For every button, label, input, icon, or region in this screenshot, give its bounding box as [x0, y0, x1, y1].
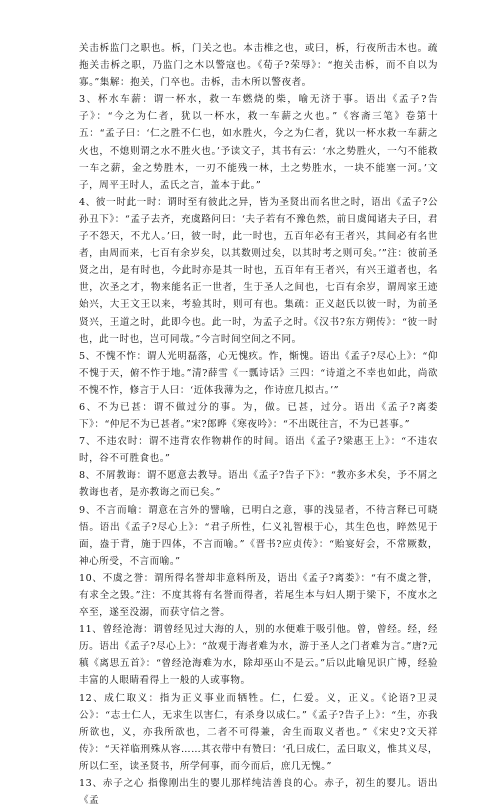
paragraph-beishuichexin: 3、杯水车薪：谓一杯水，救一车燃烧的柴，喻无济于事。语出《孟子?告子》：“今之为仁者，犹以一杯水，救一车薪之火也。”《容斋三笔》卷第十五：“孟子曰：‘仁之胜不仁也，如水胜火，今之为仁者，犹以一杯水救一车薪之火也，不熄则谓之水不胜火也。’予读文子，其书有云：‘水之势胜火，一勺不能救一车之薪，金之势胜木，一刃不能残一林，土之势胜水，一块不能塞一河。’文子，周平王时人，孟氏之言，盖本于此。”	[79, 94, 438, 191]
paragraph-chengrenquyi: 12、成仁取义：指为正义事业而牺牲。仁，仁爱。义，正义。《论语?卫灵公》：“志士仁人，无求生以害仁，有杀身以成仁。”《孟子?告子上》：“生，亦我所欲也，义，亦我所欲也，二者不可得兼，舍生而取义者也。”《宋史?文天祥传》：“天祥临刑殊从容……其衣带中有赞曰：‘孔曰成仁，孟曰取义，惟其义尽，所以仁至，读圣贤书，所学何事，而今而后，庶几无愧。”	[79, 692, 438, 772]
paragraph-chizizhixin: 13、赤子之心 指像刚出生的婴儿那样纯洁善良的心。赤子，初生的婴儿。语出《孟	[79, 778, 438, 807]
paragraph-cengjingcanghai: 11、曾经沧海：谓曾经见过大海的人，别的水便难于吸引他。曾，曾经。经，经历。语出《孟子?尽心上》：“故观于海者难为水，游于圣人之门者难为言。”唐?元稹《离思五首》：“曾经沧海难为水，除却巫山不是云。”后以此喻见识广博，经验丰富的人眼睛看得上一般的人或事物。	[79, 624, 438, 687]
paragraph-buyuzhiyu: 10、不虞之誉：谓所得名誉却非意料所及，语出《孟子?离娄》：“有不虞之誉，有求全之毁。”注：不度其将有名誉而得者，若尾生本与妇人期于梁下，不度水之卒至，遂至没溺，而获守信之誉。	[79, 572, 438, 619]
paragraph-buweinongshi: 7、不违农时：谓不违背农作物耕作的时间。语出《孟子?梁惠王上》：“不违农时，谷不可胜食也。”	[79, 436, 438, 465]
document-body	[79, 40, 438, 809]
paragraph-buyaneryu: 9、不言而喻：谓意在言外的譬喻，已明白之意，事的浅显者，不待言释已可晓悟。语出《孟子?尽心上》：“君子所性，仁义礼智根于心，其生色也，睟然见于面，盎于背，施于四体，不言而喻。”《晋书?应贞传》：“贻宴好会，不常厥数，神心所受，不言而喻。”	[79, 504, 438, 567]
paragraph-biyishi: 4、彼一时此一时：谓时至有彼此之异，皆为圣贤出而名世之时，语出《孟子?公孙丑下》：“孟子去齐，充虞路问曰：‘夫子若有不豫色然，前日虞闻诸夫子曰，君子不怨天，不尤人。’曰，彼一时，此一时也，五百年必有王者兴，其间必有名世者，由周而来，七百有余岁矣，以其数则过矣，以其时考之则可矣。’”注：彼前圣贤之出，是有时也，今此时亦是其一时也，五百年有王者兴，有兴王道者也，名世，次圣之才，物来能名正一世者，生于圣人之间也，七百有余岁，谓周家王迹始兴，大王文王以来，考验其时，则可有也。集疏：正义赵氏以彼一时，为前圣贤兴，王道之时，此即今也。此一时，为孟子之时。《汉书?东方朔传》：“彼一时也，此一时也，岂可同哉。”今言时间空间之不同。	[79, 196, 438, 345]
paragraph-buweiyishen: 6、不为已甚：谓不做过分的事。为，做。已甚，过分。语出《孟子?离娄下》：“仲尼不为已甚者。”宋?郎晔《寒夜吟》：“不出既往言，不为已甚事。”	[79, 401, 438, 431]
paragraph-buxiejiaohui: 8、不屑教诲：谓不愿意去教导。语出《孟子?告子下》：“教亦多术矣，予不屑之教诲也者，是亦教诲之而已矣。”	[79, 470, 438, 499]
paragraph-bukuibuzuo: 5、不愧不怍：谓人光明磊落，心无愧疚。怍，惭愧。语出《孟子?尽心上》：“仰不愧于天，俯不怍于地。”清?薛雪《一瓢诗话》三四：“诗道之不幸也如此，尚欲不愧不怍，修言于人曰：‘近体我薄为之，作诗庶几拟古。’”	[79, 350, 438, 396]
paragraph-guanji: 关击柝监门之职也。柝，门关之也。本击椎之也，或曰，柝，行夜所击木也。疏拖关击柝之职，乃监门之木以警寇也。《荀子?荣辱》：“抱关击柝，而不自以为寡。”集解：抱关，门卒也。击柝，击木所以警夜者。	[79, 43, 438, 89]
